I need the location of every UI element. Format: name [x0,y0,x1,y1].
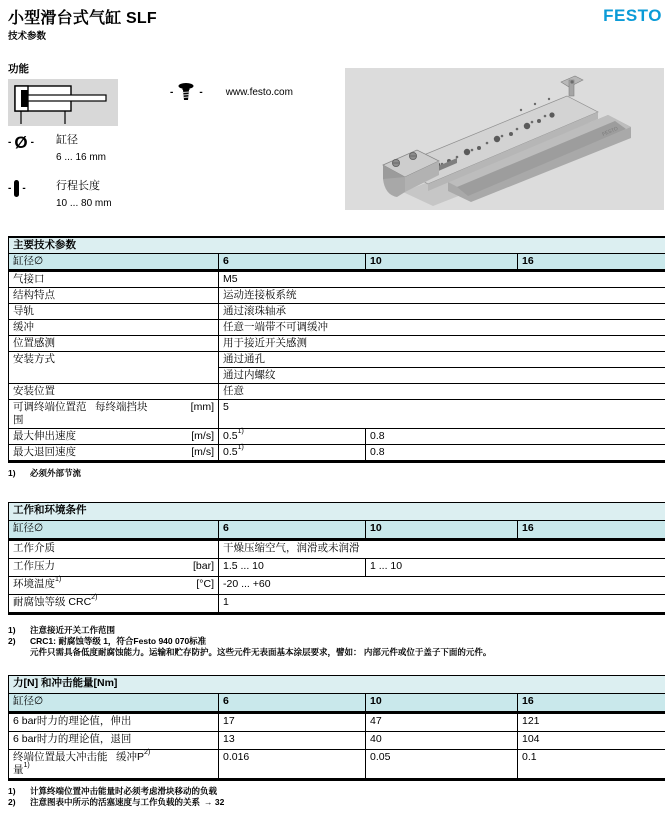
footnote-text: 注意图表中所示的活塞速度与工作负载的关系 [30,797,201,807]
table-row [9,732,665,750]
size-6: 6 [219,694,366,713]
row-value-size10-16: 1 ... 10 [366,559,665,577]
footnote-number: 1) [8,625,16,635]
dash-decoration: - [22,183,26,194]
row-value-size6: 13 [219,732,366,750]
row-value-size6: 0.5$^{1)}$ [219,429,366,445]
footnote-marker: 1) [23,762,30,769]
screw-icon [178,82,194,102]
table-row [9,429,665,445]
row-value-size16: 121 [518,713,665,732]
row-label: 工作压力 [13,560,55,572]
cylinder-schematic-icon [8,79,118,126]
table-row [9,713,665,732]
dash-decoration: - [170,86,174,98]
size-10: 10 [366,254,518,271]
table-title: 工作和环境条件 [9,503,665,521]
row-label-cell [9,577,219,595]
table-row [9,304,665,320]
stroke-length-icon [8,180,50,197]
footnote-marker: 1) [237,428,244,435]
row-label: 最大退回速度 [13,446,76,458]
feature-label: 行程长度 [56,180,100,192]
footnote-marker: 1) [55,576,62,583]
table-row [9,320,665,336]
size-row-label: 缸径∅ [9,521,219,540]
size-header-row [9,694,665,713]
feature-label: 缸径 [56,134,78,146]
footnote-text-line2: 元件只需具备低度耐腐蚀能力。运输和贮存防护。这些元件无表面基本涂层要求，譬如： 内部元件或位于盖子下面的元件。 [30,647,492,657]
table-operating-conditions [8,502,664,615]
row-value: -20 ... +60 [219,577,665,595]
row-label-part2: 每终端挡块 [95,401,148,413]
size-6: 6 [219,254,366,271]
size-16: 16 [518,694,665,713]
row-value-size6: 1.5 ... 10 [219,559,366,577]
page-reference-arrow[interactable]: → 32 [204,797,225,807]
footnote-number: 2) [8,636,16,646]
row-value-size6: 0.016 [219,750,366,780]
table-row [9,750,665,780]
footnote-text: 计算终端位置冲击能量时必须考虑滑块移动的负载 [30,786,218,796]
product-photo [345,68,664,210]
row-label: 终端位置最大冲击能量$^{1)}$ [13,751,108,776]
row-label: 环境温度$^{1)}$ [13,576,62,590]
dash-decoration: - [8,137,12,148]
row-label: 可调终端位置范围 [13,401,87,426]
row-label: 结构特点 [9,288,219,304]
page-subtitle: 技术参数 [8,31,47,42]
row-label-part2: 缓冲$P^{2)}$ [116,749,151,763]
row-value: 运动连接板系统 [219,288,665,304]
row-unit: [m/s] [191,430,214,442]
table-forces-impact-energy [8,675,664,781]
footnote-number: 1) [8,786,16,796]
row-label: 安装位置 [9,384,219,400]
table-row [9,288,665,304]
row-label: 导轨 [9,304,219,320]
row-label-cell [9,429,219,445]
footnote-marker: 2) [91,594,98,601]
row-value-size6: 17 [219,713,366,732]
table-row [9,445,665,462]
row-value: 1 [219,595,665,614]
stroke-bar-glyph [14,180,19,197]
table-row [9,271,665,288]
table-title-row [9,237,665,254]
table-title-row [9,676,665,694]
size-row-label: 缸径∅ [9,694,219,713]
footnote-text: CRC1: 耐腐蚀等级 1，符合Festo 940 070标准 [30,636,207,646]
table-title-row [9,503,665,521]
row-value: 通过通孔 [219,352,665,368]
row-label-cell [9,400,219,429]
size-6: 6 [219,521,366,540]
row-value-size10: 40 [366,732,518,750]
row-label-cell [9,750,219,780]
size-16: 16 [518,254,665,271]
product-brand-marking: FESTO [601,125,620,138]
table-row [9,352,665,368]
row-value: M5 [219,271,665,288]
table-row [9,577,665,595]
footnotes-table1 [8,468,81,479]
table-row [9,336,665,352]
row-value: 任意 [219,384,665,400]
table-row [9,559,665,577]
website-row [170,82,293,102]
row-label: 安装方式 [9,352,219,384]
table-row [9,384,665,400]
row-label: 缓冲 [9,320,219,336]
table-row [9,595,665,614]
row-label: 6 bar时力的理论值，退回 [9,732,219,750]
feature-diameter [8,134,106,163]
row-unit: [bar] [192,560,214,572]
row-value-size6: 0.5$^{1)}$ [219,445,366,462]
row-value: 干燥压缩空气，润滑或未润滑 [219,540,665,559]
size-16: 16 [518,521,665,540]
row-label-cell [9,559,219,577]
row-label: 工作介质 [9,540,219,559]
row-value-size10-16: 0.8 [366,429,665,445]
footnotes-table2 [8,625,491,658]
row-value-size10: 0.05 [366,750,518,780]
dash-decoration: - [30,137,34,148]
footnote-text: 注意接近开关工作范围 [30,625,116,635]
row-label: 耐腐蚀等级 CRC$^{2)}$ [9,595,219,614]
row-value: 通过滚珠轴承 [219,304,665,320]
table-row [9,400,665,429]
row-value-size10: 47 [366,713,518,732]
website-link[interactable]: www.festo.com [225,86,293,98]
footnote-number: 1) [8,468,16,478]
slide-cylinder-image [345,68,664,210]
row-value: 5 [219,400,665,429]
diameter-icon [8,134,50,151]
footnotes-table3 [8,786,224,808]
footnote-text: 必须外部节流 [30,468,82,478]
size-header-row [9,254,665,271]
size-10: 10 [366,694,518,713]
row-unit: [m/s] [191,446,214,458]
row-value-size16: 104 [518,732,665,750]
function-heading: 功能 [8,63,29,75]
row-unit: [mm] [190,401,214,413]
dash-decoration: - [199,86,203,98]
diameter-glyph: Ø [14,133,28,152]
row-value: 通过内螺纹 [219,368,665,384]
feature-value: 6 ... 16 mm [56,152,107,163]
footnote-number: 2) [8,797,16,807]
row-label: 气接口 [9,271,219,288]
row-value: 用于接近开关感测 [219,336,665,352]
festo-logo: FESTO [603,6,662,25]
cylinder-function-diagram [8,79,118,126]
size-row-label: 缸径∅ [9,254,219,271]
row-value-size16: 0.1 [518,750,665,780]
footnote-marker: 2) [144,749,151,756]
row-value: 任意一端带不可调缓冲 [219,320,665,336]
table-title: 主要技术参数 [9,237,665,254]
footnote-marker: 1) [237,444,244,451]
row-value-size10-16: 0.8 [366,445,665,462]
page-title: 小型滑台式气缸 SLF [8,10,157,27]
table-row [9,540,665,559]
size-header-row [9,521,665,540]
dash-decoration: - [8,183,12,194]
size-10: 10 [366,521,518,540]
feature-value: 10 ... 80 mm [56,198,112,209]
row-label: 位置感测 [9,336,219,352]
row-label: 6 bar时力的理论值，伸出 [9,713,219,732]
table-title: 力[N] 和冲击能量[Nm] [9,676,665,694]
row-unit: [°C] [196,578,214,590]
table-main-specs [8,236,664,463]
feature-stroke [8,180,112,209]
row-label-cell [9,445,219,462]
row-label: 最大伸出速度 [13,430,76,442]
